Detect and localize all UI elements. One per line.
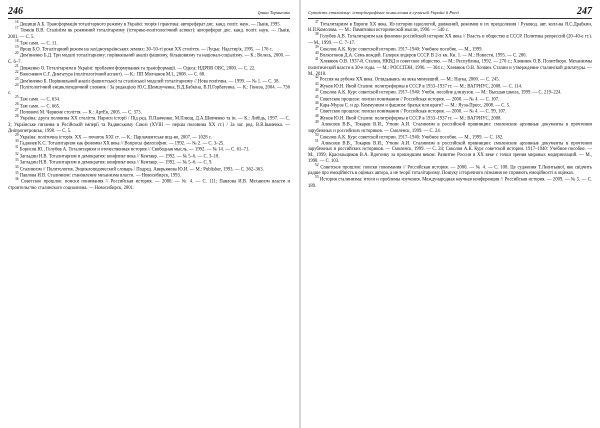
footnote-text: Політологічний енциклопедичний словник / За редакцією Ю.С.Шемшученка, В.Д.Бабкіна, В.П.Горбатенка. — К.: Генеза, 2004. — 736 с. <box>8 85 290 97</box>
footnote-number: 51 <box>315 138 319 143</box>
footnote-text: Соколов А.К. Курс советской истории. 1917–1940: Учебн. пособие для вузов. — М.: Высшая школа, 1999. — С. 219–224. <box>318 90 562 96</box>
footnote-number: 47 <box>315 107 319 112</box>
footnote <box>308 162 592 180</box>
footnote-text: Там само. — С. 665. <box>18 104 61 110</box>
footnote <box>308 177 592 189</box>
footnote-number: 45 <box>315 94 319 99</box>
footnote-text: Алексеев В.В., Токарев В.И., Уткин А.И. Сталинизм в российской провинции: смоленские архивные документы в прочтении зарубежных и российских историков. — Смоленск, 1999. — С. 24; Соколов А.К. Курс советской истории. 1917–1940: Учебное пособие. — М., 1999; Красильщиков В.А. Вдогонку за прошедшим веком: Развитие России в XX веке с точки зрения мировых модернизаций. — М., 1998. — С. 103. <box>308 141 592 164</box>
left-footnotes <box>8 22 290 192</box>
right-footnotes <box>308 22 592 189</box>
footnote-text: Дем'яненко Б. Порівняльний аналіз фашистської та сталінської моделей тоталітаризму // Нова політика. — 1999. — № 1. — С. 38. <box>18 79 280 85</box>
footnote-text: Советское прошлое: поиски понимания // Российская история. — 2000. — № 4. — С. 99, 107. <box>318 110 507 115</box>
footnote-number: 36 <box>15 177 19 182</box>
footnote-text: Кара-Мурза С. и др. Коммунизм и фашизм: братья или враги? — М.: Яуза-Пресс, 2008. — С. 5. <box>318 103 511 109</box>
footnote-number: 21 <box>15 63 19 68</box>
footnote-text: Україна: політична історія. XX — початок XXI ст. — К.: Парламентське вид-во, 2007. — 1028 с. <box>18 135 212 141</box>
footnote-number: 42 <box>315 75 319 80</box>
footnote-number: 24 <box>15 82 19 87</box>
footnote-text: Там само. — С. 634. <box>18 97 61 103</box>
footnote-number: 49 <box>315 120 319 125</box>
footnote-number: 48 <box>315 113 319 118</box>
footnote <box>308 20 592 37</box>
footnote-number: 19 <box>15 45 19 50</box>
footnote-number: 52 <box>315 162 319 167</box>
left-page-header <box>8 6 290 19</box>
right-page <box>304 0 600 428</box>
left-page <box>0 0 296 428</box>
footnote-text: Україна: друга половина XX століття. Нариси історії / Під ред. П.Панченко, М.Плющ, Д.А.Шевченко та ін. — К.: Либідь, 1997. — С. 3; Українське питання в Російській імперії та Радянському Союзі (XVIII — перша половина XX ст.) / За заг. ред. В.В.Іваненка. — Дніпропетровськ, 1998. — С. 5. <box>8 116 290 134</box>
footnote-text: Волкогонов Д.А. Семь вождей. Галерея лидеров СССР. В 2-х кн. Кн. 1. — М.: Новости, 1995. — С. 200. <box>318 53 527 59</box>
footnote-number: 41 <box>315 57 319 62</box>
footnote-number: 30 <box>15 138 19 143</box>
footnote-number: 46 <box>315 101 319 106</box>
footnote-text: Голубев А.В. Тоталитаризм как феномен российской истории XX века // Власть и общество в СССР. Политика репрессий (20–40-е гг.). — М., 1999. — С. 7–17. <box>308 34 592 46</box>
footnote <box>8 53 290 65</box>
right-page-header <box>308 6 592 19</box>
footnote-number: 25 <box>15 95 19 100</box>
footnote <box>8 164 290 173</box>
footnote-text: Ярош Б.О. Тоталітарний режим на західноукраїнських землях: 30–50-ті роки XX століття. — Луцьк: Надстир'я, 1995. — 176 с. <box>18 47 273 53</box>
footnote-text: Дещиця А.Б. Трансформація тоталітарного режиму в Україні: теорія і практика: автореферат дис. канд. політ. наук. — Львів, 1995. <box>18 22 281 28</box>
right-page-number: 247 <box>577 6 592 17</box>
footnote-number: 40 <box>315 50 319 55</box>
footnote <box>308 34 592 46</box>
left-page-number: 246 <box>8 6 23 17</box>
footnote-text: История сталинизма: итоги и проблемы изучения. Международная научная конференция // Российская история. — 2009. — № 5. — С. 189. <box>308 177 592 189</box>
footnote-text: Жуков Ю.Н. Иной Сталин: политреформы в СССР в 1933–1937 гг. — М.: ВАГРИУС, 2008. <box>318 116 502 122</box>
footnote-number: 32 <box>15 151 19 156</box>
footnote-number: 37 <box>315 20 319 24</box>
footnote-number: 38 <box>315 32 319 37</box>
footnote-text: Сталинизм // Политология. Энциклопедический словарь / Подред. Аверьянова Ю.И. — М.: Publisher, 1993. — С. 362–363. <box>18 167 264 173</box>
footnote <box>308 90 592 96</box>
footnote-number: 53 <box>315 175 319 180</box>
footnote-number: 26 <box>15 101 19 106</box>
footnote <box>308 122 592 134</box>
footnote-text: Дем'яненко Б.Д. Три моделі тоталітаризму: порівняльний аналіз фашизму, більшовизму та націонал-соціалізму. — К.: Велесь, 2000. — С. 6–7. <box>8 54 290 65</box>
footnote-text: Борисов Ю., Голубев А. Тоталитаризм и отечественная история // Свободная мысль. — 1992. — № 14. — С. 61–71. <box>18 147 250 153</box>
footnote-number: 29 <box>15 132 19 137</box>
footnote <box>8 147 290 153</box>
footnote-number: 18 <box>15 38 19 43</box>
footnote-text: Поповичі М. Червоне століття. — К.: АртЕк, 2005. — С. 373. <box>18 110 142 116</box>
footnote-text: Россия на рубеже XX века. Оглядываясь на века минувший. — М.: Наука, 2000. — С. 245. <box>318 77 500 83</box>
footnote-number: 50 <box>315 132 319 137</box>
footnote-number: 17 <box>15 26 19 31</box>
footnote-text: Там само. — С. 11. <box>18 41 58 47</box>
footnote-text: Алексеев В.В., Токарев В.И., Уткин А.И. Сталинизм в российской провинции: смоленские архивные документы в прочтении зарубежных и российских историков. — Смоленск, 1999. — С. 24. <box>308 122 592 134</box>
footnote-text: Загладин Н.В. Тоталитаризм и демократия: конфликт века // Кентавр. — 1992. — № 5–6. — С. 9. <box>18 160 213 166</box>
footnote-number: 27 <box>15 108 19 112</box>
footnote-text: Советское прошлое: поиски понимания // Российская история. — 2000. — № 4. — С. 111; Павлова И.В. Механизм власти и строительство сталинского социализма. — Новосибирск, 2001. <box>8 179 290 191</box>
footnote-number: 28 <box>15 114 19 119</box>
page-gutter <box>299 0 301 428</box>
footnote-number: 22 <box>15 70 19 75</box>
footnote-number: 23 <box>15 76 19 81</box>
footnote <box>8 76 290 85</box>
footnote-text: Довженко О. Тоталітаризм в Україні: проблеми формування та трансформації. — Одеса: НДРВВ ОВС, 2000. — С. 22. <box>18 66 256 72</box>
right-running-head: Сутність сталінізму: історіографічне осмислення в сучасній Україні й Росії <box>308 10 459 15</box>
footnote-number: 16 <box>15 20 19 24</box>
footnote-number: 35 <box>15 170 19 175</box>
footnote-number: 44 <box>315 88 319 93</box>
footnote <box>8 28 290 40</box>
footnote-number: 31 <box>15 145 19 150</box>
footnote-text: Жуков Ю.Н. Иной Сталин: политреформы в СССР в 1933–1937 гг. — М.: ВАГРИУС, 2008. — С. 114. <box>318 84 523 90</box>
footnote-text: Соколов А.К. Курс советской истории. 1917–1940: Учебное пособие. — М., 1999. — С. 182. <box>318 135 504 141</box>
footnote-text: Гаджиев К.С. Тоталитаризм как феномен XX века // Вопросы философии. — 1992. — № 2. — С. 3–25. <box>18 141 225 147</box>
footnote-number: 39 <box>315 44 319 49</box>
footnote-text: Хлевнюк О.В. 1937-й. Сталин, НКВД и советское общество. — М.: Республика, 1992. — 270 с.; Хлевнюк О.В. Политбюро. Механизмы политической власти в 30-е годы. — М.: РОССПЭН, 1996. — 304 с.; Хлевнюк О.В. Хозяин. Сталин и утверждение сталинской диктатуры. — М., 2010. <box>308 59 592 77</box>
footnote-text: Вжесневич С.Г. Диктатура (політологічний аспект). — К.: ПП Молчанов М.І., 2008. — С. 68. <box>18 72 206 78</box>
footnote-text: Тоталитаризм в Европе XX века. Из истории идеологий, движений, режимов и их преодоления / Руковод. авт. колл-ва Я.С.Драбкин, Н.П.Комолова. — М.: Памятники исторической мысли, 1996. — 540 с. <box>308 22 592 34</box>
footnote-text: Павлова И.В. Сталинизм: становление механизма власти. — Новосибирск, 1993. <box>18 173 182 179</box>
footnote <box>8 116 290 134</box>
footnote-number: 33 <box>15 158 19 163</box>
left-running-head: Ірина Тараненко <box>258 10 290 15</box>
footnote-text: Загладин Н.В. Тоталитаризм и демократия: конфликт века // Кентавр. — 1992. — № 5–6. — С. 3–18. <box>18 154 220 160</box>
footnote-number: 43 <box>315 81 319 86</box>
footnote-text: Томків В.В. Сталінізм як режимний тоталітаризму (історико-політологічний аспект): автореферат дис. канд. політ. наук. — Львів, 2001. — С. 5. <box>8 28 290 40</box>
footnote-text: Советское прошлое: поиски понимания // Российская история. — 2000. — № 4. — С. 107. <box>318 97 500 103</box>
footnote <box>8 179 290 191</box>
footnote-text: Соколов А.К. Курс советской истории. 1917–1940: Учебное пособие. — М., 1999. <box>318 47 483 53</box>
footnote-text: Советское прошлое: поиски понимания // Российская история. — 2000. — № 4. — С. 108. Це судження Т.Леонтьевої, яке свідчить радше про емоційність в оцінках автора, а не теорії тоталітаризму. Пошуку історичного пізнання не сприяють емоційності в оцінках. <box>308 165 592 177</box>
footnote-number: 20 <box>15 51 19 56</box>
footnote-number: 34 <box>15 164 19 169</box>
